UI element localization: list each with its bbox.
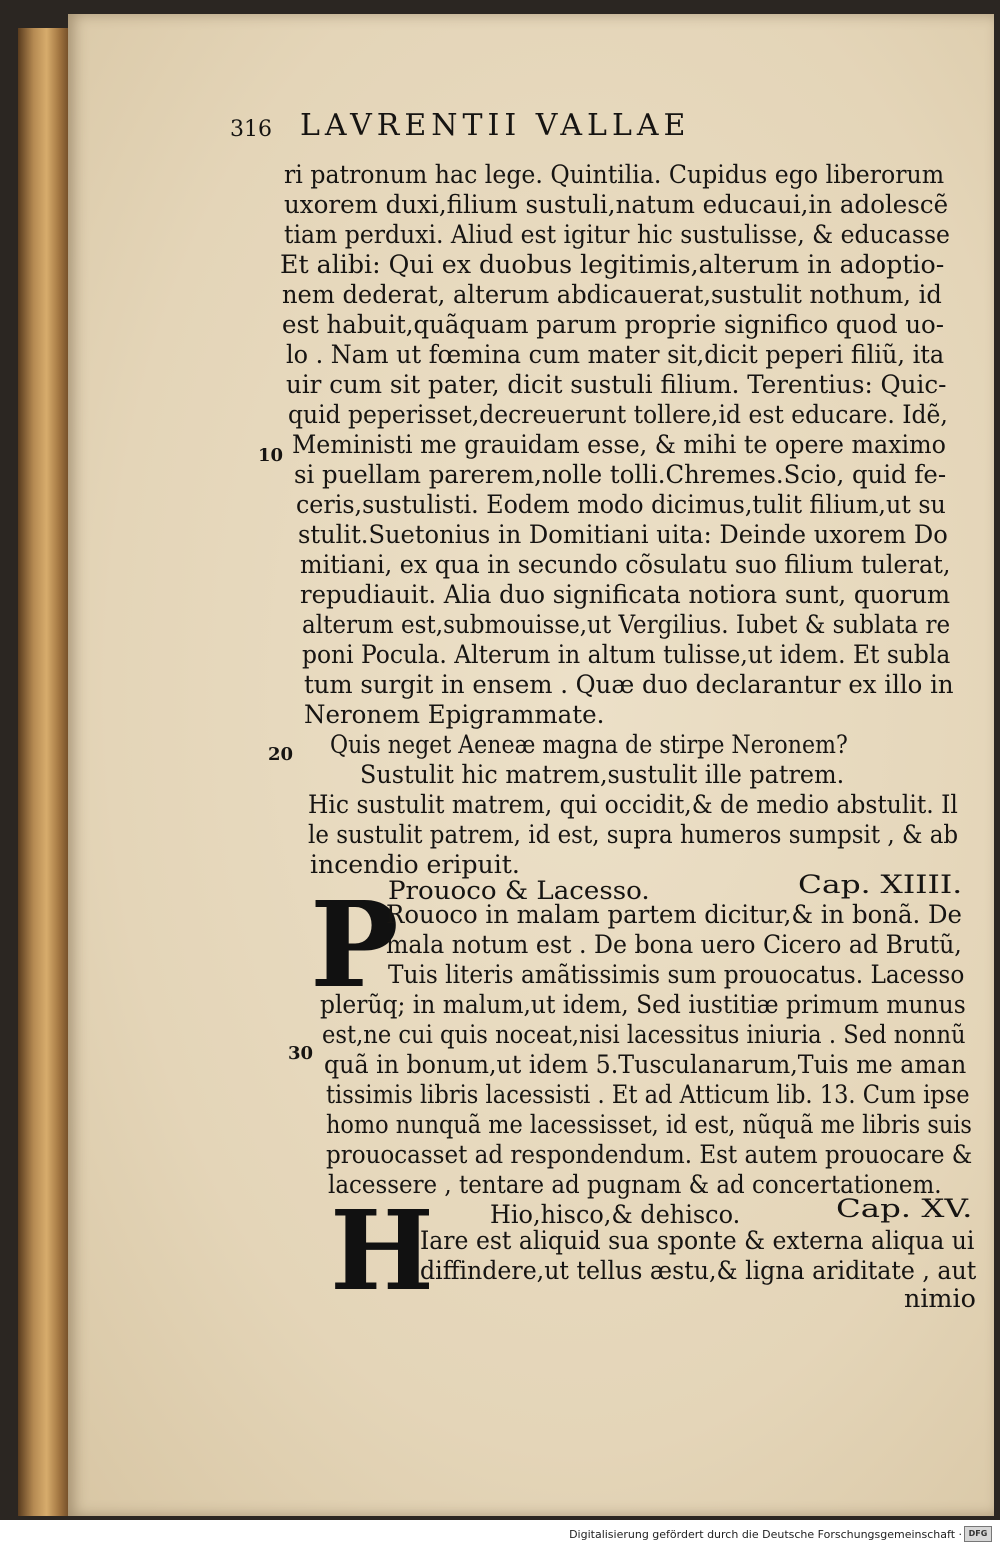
text-line: Et alibi: Qui ex duobus legitimis,alterum in adoptio- <box>280 250 945 279</box>
text-line: lo . Nam ut fœmina cum mater sit,dicit peperi filiũ, ita <box>286 340 945 369</box>
text-line: tiam perduxi. Aliud est igitur hic sustulisse, & educasse <box>284 220 950 249</box>
text-line: homo nunquã me lacessisset, id est, nũquã me libris suis <box>326 1110 972 1139</box>
drop-capital: P <box>310 875 399 1014</box>
running-title: LAVRENTII VALLAE <box>300 108 691 143</box>
text-line: plerũq; in malum,ut idem, Sed iustitiæ primum munus <box>320 990 966 1019</box>
book-spine <box>18 28 70 1516</box>
text-line: prouocasset ad respondendum. Est autem prouocare & <box>326 1140 973 1169</box>
text-line: ri patronum hac lege. Quintilia. Cupidus ego liberorum <box>284 160 945 189</box>
text-line: Rouoco in malam partem dicitur,& in bonã. De <box>386 900 962 929</box>
text-line: uir cum sit pater, dicit sustuli filium. Terentius: Quic- <box>286 370 947 399</box>
text-line: Hic sustulit matrem, qui occidit,& de medio abstulit. Il <box>308 790 958 819</box>
text-line: ceris,sustulisti. Eodem modo dicimus,tulit filium,ut su <box>296 490 946 519</box>
verse-line: Sustulit hic matrem,sustulit ille patrem. <box>360 760 845 789</box>
margin-number: 20 <box>268 744 294 765</box>
margin-number: 30 <box>288 1043 314 1064</box>
text-line: Neronem Epigrammate. <box>304 700 605 729</box>
funding-notice: Digitalisierung gefördert durch die Deutsche Forschungsgemeinschaft · <box>569 1528 962 1541</box>
text-line: poni Pocula. Alterum in altum tulisse,ut idem. Et subla <box>302 640 951 669</box>
text-line: Iare est aliquid sua sponte & externa aliqua ui <box>420 1226 975 1255</box>
text-line: Meministi me grauidam esse, & mihi te opere maximo <box>292 430 946 459</box>
text-line: si puellam parerem,nolle tolli.Chremes.Scio, quid fe- <box>294 460 947 489</box>
margin-number: 10 <box>258 445 284 466</box>
text-line: Tuis literis amãtissimis sum prouocatus. Lacesso <box>388 960 965 989</box>
drop-capital: H <box>330 1186 434 1315</box>
page-number: 316 <box>230 117 272 142</box>
text-line: mitiani, ex qua in secundo cõsulatu suo filium tulerat, <box>300 550 951 579</box>
text-line: diffindere,ut tellus æstu,& ligna ariditate , aut <box>420 1256 977 1285</box>
verse-line: Quis neget Aeneæ magna de stirpe Neronem? <box>330 730 848 759</box>
text-line: est,ne cui quis noceat,nisi lacessitus iniuria . Sed nonnũ <box>322 1020 966 1049</box>
text-line: le sustulit patrem, id est, supra humeros sumpsit , & ab <box>308 820 959 849</box>
chapter-number: Cap. XV. <box>836 1194 973 1223</box>
text-line: tissimis libris lacessisti . Et ad Atticum lib. 13. Cum ipse <box>326 1080 970 1109</box>
text-line: est habuit,quãquam parum proprie significo quod uo- <box>282 310 945 339</box>
chapter-heading: Hio,hisco,& dehisco. <box>490 1200 741 1229</box>
text-line: incendio eripuit. <box>310 850 520 879</box>
chapter-number: Cap. XIIII. <box>798 870 963 899</box>
text-line: uxorem duxi,filium sustuli,natum educaui,in adolescẽ <box>284 190 949 219</box>
text-line: alterum est,submouisse,ut Vergilius. Iubet & sublata re <box>302 610 951 639</box>
text-line: nem dederat, alterum abdicauerat,sustulit nothum, id <box>282 280 942 309</box>
text-line: lacessere , tentare ad pugnam & ad concertationem. <box>328 1170 942 1199</box>
chapter-heading: Prouoco & Lacesso. <box>388 876 650 905</box>
text-line: stulit.Suetonius in Domitiani uita: Deinde uxorem Do <box>298 520 948 549</box>
dfg-logo: DFG <box>964 1526 992 1542</box>
text-line: quid peperisset,decreuerunt tollere,id est educare. Idẽ, <box>288 400 948 429</box>
text-line: mala notum est . De bona uero Cicero ad Brutũ, <box>386 930 962 959</box>
catchword: nimio <box>904 1284 976 1313</box>
text-line: tum surgit in ensem . Quæ duo declarantur ex illo in <box>304 670 954 699</box>
text-line: quã in bonum,ut idem 5.Tusculanarum,Tuis me aman <box>324 1050 967 1079</box>
text-line: repudiauit. Alia duo significata notiora sunt, quorum <box>300 580 951 609</box>
